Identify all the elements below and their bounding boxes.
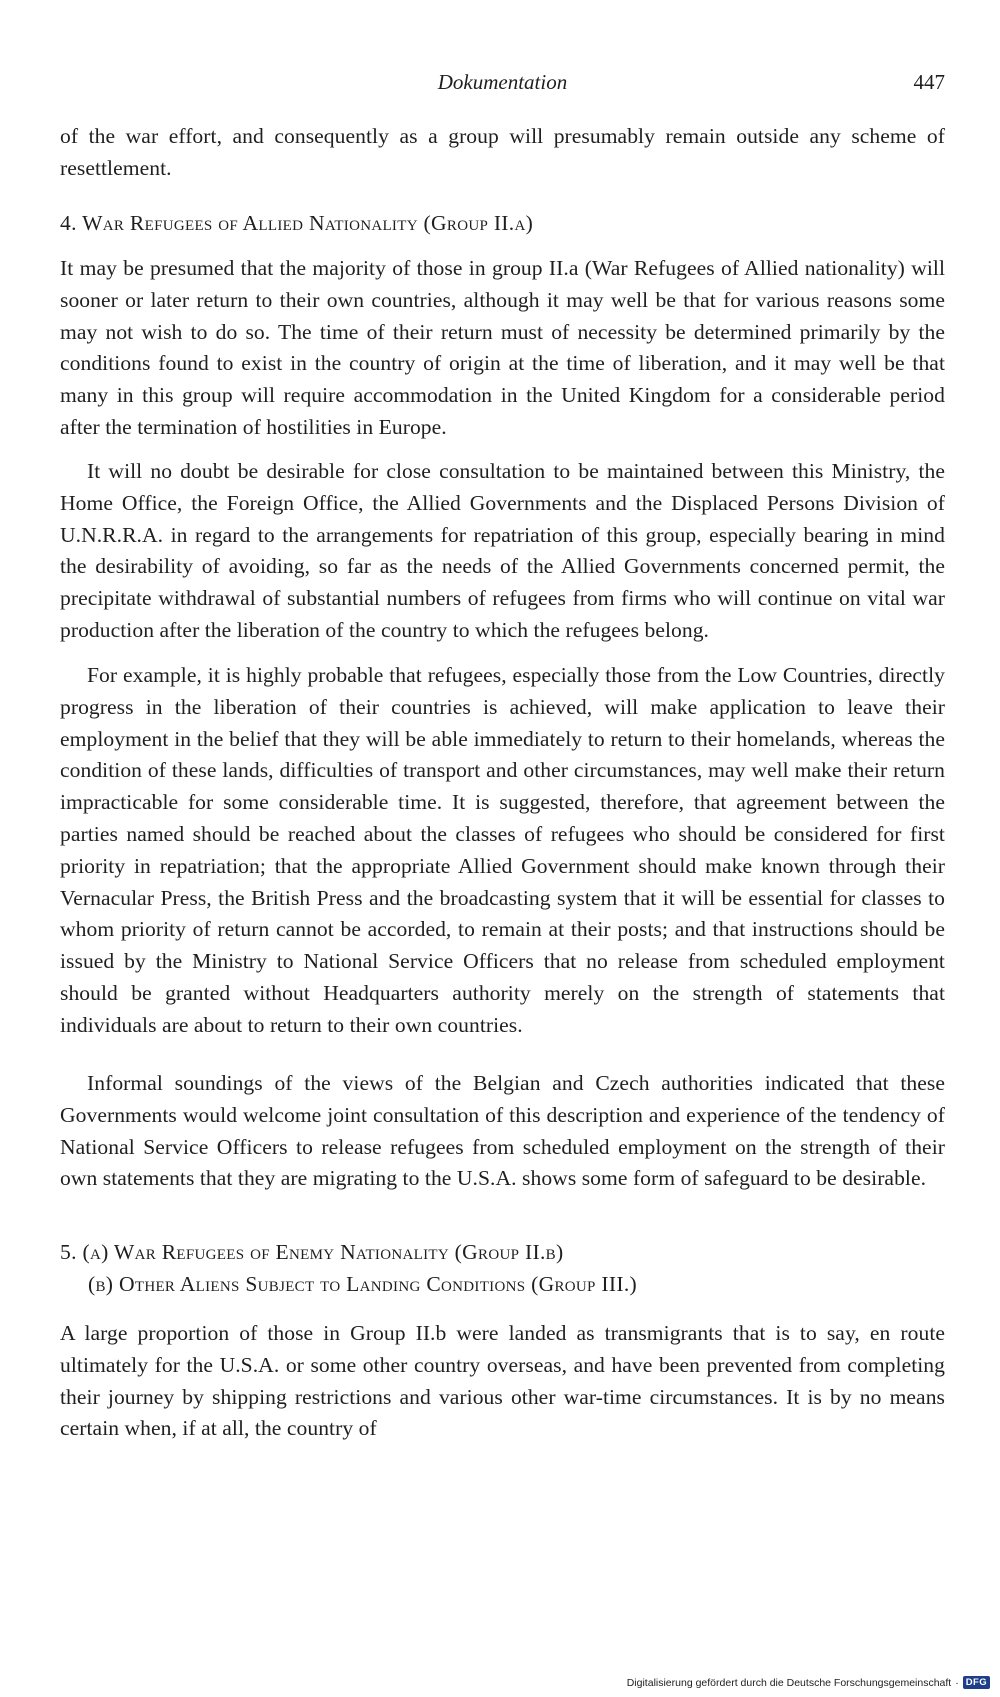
section-heading-5 xyxy=(60,1237,945,1301)
paragraph: It will no doubt be desirable for close consultation to be maintained between this Ministry, the Home Office, the Foreign Office, the Allied Governments and the Displaced Persons Division of U.N.R.R.A. in regard to the arrangements for repatriation of this group, especially bearing in mind the desirability of avoiding, so far as the needs of the Allied Governments concerned permit, the precipitate withdrawal of substantial numbers of refugees from firms who will continue on vital war production after the liberation of the country to which the refugees belong. xyxy=(60,459,945,642)
paragraph: Informal soundings of the views of the Belgian and Czech authorities indicated that these Governments would welcome joint consultation of this description and experience of the tendency of National Service Officers to release refugees from scheduled employment on the strength of their own statements that they are migrating to the U.S.A. shows some form of safeguard to be desirable. xyxy=(60,1071,945,1191)
paragraph: For example, it is highly probable that refugees, especially those from the Low Countries, directly progress in the liberation of their countries is achieved, will make application to leave their employment in the belief that they will be able immediately to return to their homelands, whereas the condition of these lands, difficulties of transport and other circumstances, may well make their return impracticable for some considerable time. It is suggested, therefore, that agreement between the parties named should be reached about the classes of refugees who should be considered for first priority in repatriation; that the appropriate Allied Government should make known through their Vernacular Press, the British Press and the broadcasting system that it will be essential for classes to whom priority of return cannot be accorded, to remain at their posts; and that instructions should be issued by the Ministry to National Service Officers that no release from scheduled employment should be granted without Headquarters authority merely on the strength of statements that individuals are about to return to their own countries. xyxy=(60,663,945,1037)
paragraph: A large proportion of those in Group II.b were landed as transmigrants that is to say, en route ultimately for the U.S.A. or some other country overseas, and have been prevented from completing their journey by shipping restrictions and various other war-time circumstances. It is by no means certain when, if at all, the country of xyxy=(60,1321,945,1441)
section-heading-4: 4. War Refugees of Allied Nationality (Group II.a) xyxy=(60,211,534,235)
section-heading-5b: (b) Other Aliens Subject to Landing Conditions (Group III.) xyxy=(88,1271,638,1296)
dfg-logo-icon: DFG xyxy=(963,1676,990,1689)
digitization-footer: Digitalisierung gefördert durch die Deutsche Forschungsgemeinschaft · DFG xyxy=(627,1676,990,1689)
page-number: 447 xyxy=(913,70,945,94)
footer-text: Digitalisierung gefördert durch die Deutsche Forschungsgemeinschaft xyxy=(626,1676,952,1689)
paragraph: It may be presumed that the majority of those in group II.a (War Refugees of Allied nationality) will sooner or later return to their own countries, although it may well be that for various reasons some may not wish to do so. The time of their return must of necessity be determined primarily by the conditions found to exist in the country of origin at the time of liberation, and it may well be that many in this group will require accommodation in the United Kingdom for a considerable period after the termination of hostilities in Europe. xyxy=(60,256,945,439)
paragraph-continuation: of the war effort, and consequently as a group will presumably remain outside any scheme of resettlement. xyxy=(60,124,945,180)
section-heading-5a: 5. (a) War Refugees of Enemy Nationality (Group II.b) xyxy=(60,1240,564,1264)
running-title: Dokumentation xyxy=(437,70,568,94)
running-header xyxy=(60,70,945,100)
